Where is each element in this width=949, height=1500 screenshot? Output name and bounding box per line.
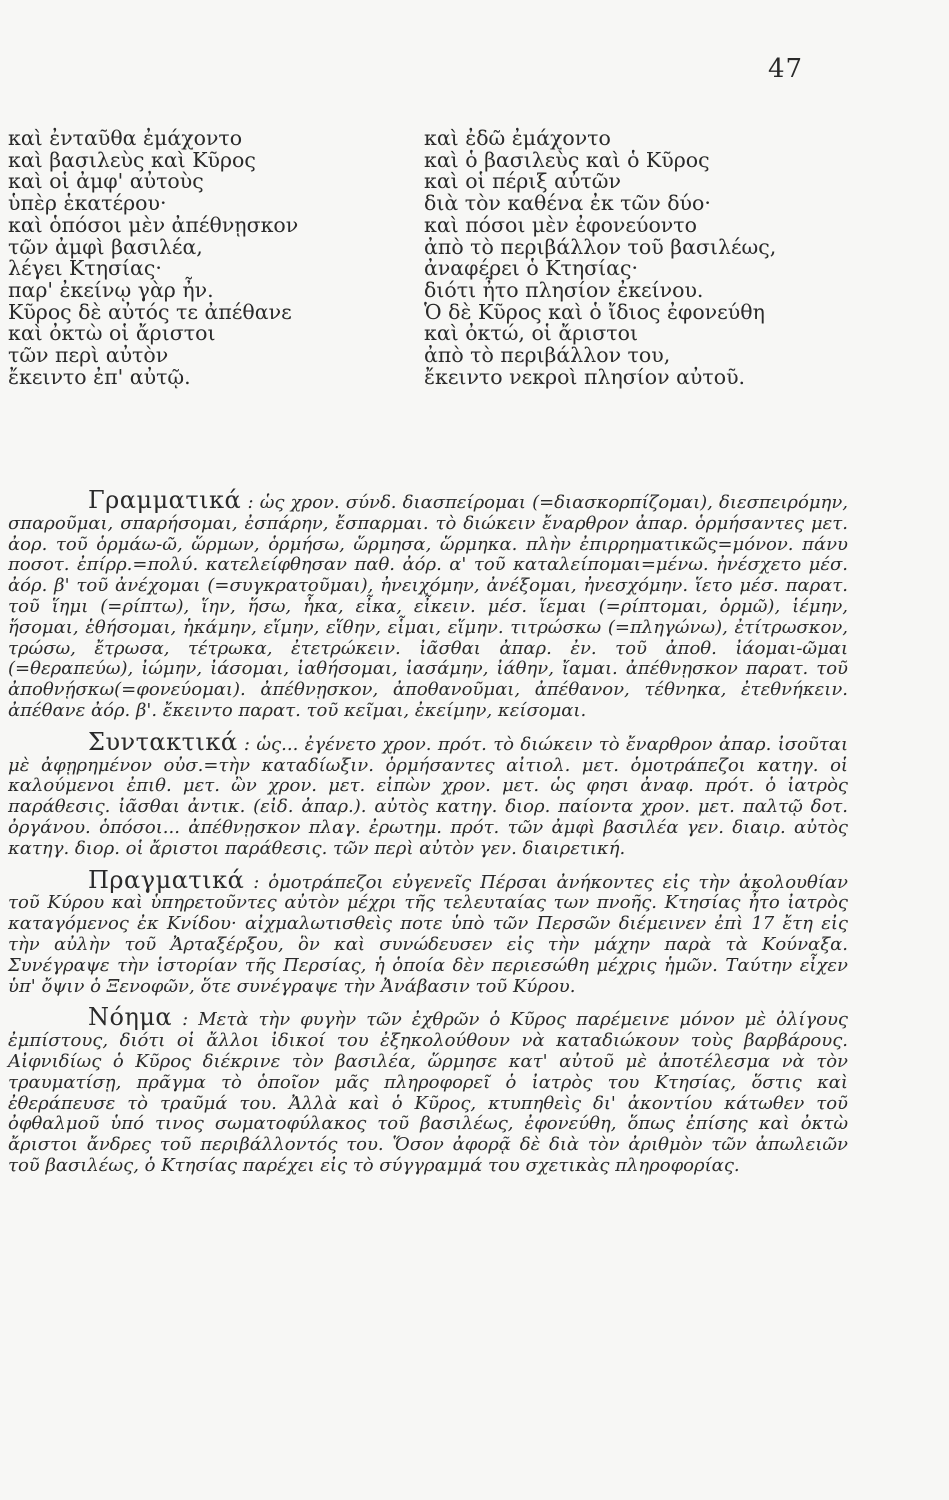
translation-line: ἔκειντο νεκροὶ πλησίον αὐτοῦ. bbox=[424, 364, 746, 389]
meaning-text: : Μετὰ τὴν φυγὴν τῶν ἐχθρῶν ὁ Κῦρος παρέμεινε μόνον μὲ ὀλίγους ἐμπίστους, διότι οἱ ἄλλοι ἰδικοί του ἐξηκολούθουν νὰ καταδιώκουν τοὺς βαρβάρους. Αἰφνιδίως ὁ Κῦρος διέκρινε τὸν βασιλέα, ὥρμησε κατ' αὐτοῦ μὲ ἀποτέλεσμα νὰ τὸν τραυματίσῃ, πρᾶγμα τὸ ὁποῖον μᾶς πληροφορεῖ ὁ ἰατρὸς του Κτησίας, ὅστις καὶ ἐθεράπευσε τὸ τραῦμά του. Ἀλλὰ καὶ ὁ Κῦρος, κτυπηθεὶς δι' ἀκοντίου κάτωθεν τοῦ ὀφθαλμοῦ ὑπό τινος σωματοφύλακος τοῦ βασιλέως, ἐφονεύθη, ὅπως ἐπίσης καὶ ὀκτὼ ἄριστοι ἄνδρες τοῦ περιβάλλοντός του. Ὅσον ἀφορᾷ δὲ διὰ τὸν ἀριθμὸν τῶν ἀπωλειῶν τοῦ βασιλέως, ὁ Κτησίας παρέχει εἰς τὸ σύγγραμμά του σχετικὰς πληροφορίας. bbox=[8, 1009, 848, 1176]
realia-text: : ὁμοτράπεζοι εὐγενεῖς Πέρσαι ἀνήκοντες εἰς τὴν ἀκολουθίαν τοῦ Κύρου καὶ ὑπηρετοῦντες αὐτὸν μέχρι τῆς τελευταίας των πνοῆς. Κτησίας ἦτο ἰατρὸς καταγόμενος ἐκ Κνίδου· αἰχμαλωτισθεὶς ποτε ὑπὸ τῶν Περσῶν διέμεινεν ἐπὶ 17 ἔτη εἰς τὴν αὐλὴν τοῦ Ἀρταξέρξου, ὃν καὶ συνώδευσεν εἰς τὴν μάχην παρὰ τὰ Κούναξα. Συνέγραψε τὴν ἱστορίαν τῆς Περσίας, ἡ ὁποία δὲν περιεσώθη μέχρις ἡμῶν. Ταύτην εἶχεν ὑπ' ὄψιν ὁ Ξενοφῶν, ὅτε συνέγραψε τὴν Ἀνάβασιν τοῦ Κύρου. bbox=[8, 871, 848, 997]
translation-line: Ὁ δὲ Κῦρος καὶ ὁ ἴδιος ἐφονεύθη bbox=[424, 299, 765, 324]
greek-original-column bbox=[8, 128, 408, 388]
realia-heading: Πραγματικά bbox=[88, 865, 245, 894]
original-line: λέγει Κτησίας· bbox=[8, 256, 162, 281]
original-line: καὶ βασιλεὺς καὶ Κῦρος bbox=[8, 147, 256, 172]
original-line: καὶ ὁπόσοι μὲν ἀπέθνῃσκον bbox=[8, 212, 299, 237]
syntax-heading: Συντακτικά bbox=[88, 727, 238, 756]
original-line: καὶ ἐνταῦθα ἐμάχοντο bbox=[8, 126, 243, 150]
grammar-text: : ὡς χρον. σύνδ. διασπείρομαι (=διασκορπίζομαι), διεσπειρόμην, σπαροῦμαι, σπαρήσομαι, ἐσπάρην, ἔσπαρμαι. τὸ διώκειν ἔναρθρον ἀπαρ. ὁρμήσαντες μετ. ἀορ. τοῦ ὁρμάω-ῶ, ὥρμων, ὁρμήσω, ὥρμησα, ὥρμηκα. πλὴν ἐπιρρηματικῶς=μόνον. πάνυ ποσοτ. ἐπίρρ.=πολύ. κατελείφθησαν παθ. ἀόρ. α' τοῦ καταλείπομαι=μένω. ἠνέσχετο μέσ. ἀόρ. β' τοῦ ἀνέχομαι (=συγκρατοῦμαι), ἠνειχόμην, ἀνέξομαι, ἠνεσχόμην. ἵετο μέσ. παρατ. τοῦ ἵημι (=ρίπτω), ἵην, ἥσω, ἧκα, εἶκα, εἶκειν. μέσ. ἵεμαι (=ρίπτομαι, ὁρμῶ), ἱέμην, ἥσομαι, ἑθήσομαι, ἡκάμην, εἵμην, εἵθην, εἷμαι, εἵμην. τιτρώσκω (=πληγώνω), ἐτίτρωσκον, τρώσω, ἔτρωσα, τέτρωκα, ἐτετρώκειν. ἰᾶσθαι ἀπαρ. ἐν. τοῦ ἀποθ. ἰάομαι-ῶμαι (=θεραπεύω), ἰώμην, ἰάσομαι, ἰαθήσομαι, ἰασάμην, ἰάθην, ἴαμαι. ἀπέθνῃσκον παρατ. τοῦ ἀποθνῄσκω(=φονεύομαι). ἀπέθνῃσκον, ἀποθανοῦμαι, ἀπέθανον, τέθνηκα, ἐτεθνήκειν. ἀπέθανε ἀόρ. β'. ἔκειντο παρατ. τοῦ κεῖμαι, ἐκείμην, κείσομαι. bbox=[8, 492, 848, 721]
original-line: παρ' ἐκείνῳ γὰρ ἦν. bbox=[8, 277, 214, 302]
translation-line: ἀπὸ τὸ περιβάλλον τοῦ βασιλέως, bbox=[424, 234, 777, 259]
translation-line: καὶ ὀκτώ, οἱ ἄριστοι bbox=[424, 321, 638, 346]
original-line: τῶν περὶ αὐτὸν bbox=[8, 343, 169, 368]
commentary-notes bbox=[8, 486, 848, 1187]
grammar-section bbox=[8, 486, 848, 722]
original-line: ἔκειντο ἐπ' αὐτῷ. bbox=[8, 364, 191, 389]
original-line: Κῦρος δὲ αὐτός τε ἀπέθανε bbox=[8, 299, 292, 324]
translation-line: καὶ ἐδῶ ἐμάχοντο bbox=[424, 126, 611, 150]
page-number: 47 bbox=[768, 54, 804, 84]
translation-line: διότι ἦτο πλησίον ἐκείνου. bbox=[424, 277, 704, 302]
meaning-heading: Νόημα bbox=[88, 1003, 173, 1032]
realia-section bbox=[8, 865, 848, 998]
translation-line: ἀναφέρει ὁ Κτησίας· bbox=[424, 256, 639, 281]
translation-line: καὶ οἱ πέριξ αὐτῶν bbox=[424, 169, 621, 194]
original-line: ὑπὲρ ἑκατέρου· bbox=[8, 191, 167, 216]
grammar-heading: Γραμματικά bbox=[88, 486, 242, 514]
translation-line: ἀπὸ τὸ περιβάλλον του, bbox=[424, 343, 671, 368]
syntax-section bbox=[8, 727, 848, 860]
translation-line: καὶ ὁ βασιλεὺς καὶ ὁ Κῦρος bbox=[424, 147, 710, 172]
original-line: καὶ οἱ ἀμφ' αὐτοὺς bbox=[8, 169, 204, 194]
original-line: τῶν ἀμφὶ βασιλέα, bbox=[8, 234, 203, 259]
syntax-text: : ὡς... ἐγένετο χρον. πρότ. τὸ διώκειν τὸ ἔναρθρον ἀπαρ. ἰσοῦται μὲ ἀφῃρημένον οὐσ.=τὴν καταδίωξιν. ὁρμήσαντες αἰτιολ. μετ. ὁμοτράπεζοι κατηγ. οἱ καλούμενοι ἐπιθ. μετ. ὢν χρον. μετ. εἰπὼν χρον. μετ. ὡς φησι ἀναφ. πρότ. ὁ ἰατρὸς παράθεσις. ἰᾶσθαι ἀντικ. (εἰδ. ἀπαρ.). αὐτὸς κατηγ. διορ. παίοντα χρον. μετ. παλτῷ δοτ. ὀργάνου. ὁπόσοι... ἀπέθνῃσκον πλαγ. ἐρωτημ. πρότ. τῶν ἀμφὶ βασιλέα γεν. διαιρ. αὐτὸς κατηγ. διορ. οἱ ἄριστοι παράθεσις. τῶν περὶ αὐτὸν γεν. διαιρετική. bbox=[8, 733, 848, 859]
translation-line: καὶ πόσοι μὲν ἐφονεύοντο bbox=[424, 212, 697, 237]
translation-column bbox=[424, 128, 864, 388]
original-line: καὶ ὀκτὼ οἱ ἄριστοι bbox=[8, 321, 216, 346]
meaning-section bbox=[8, 1003, 848, 1176]
translation-line: διὰ τὸν καθένα ἐκ τῶν δύο· bbox=[424, 191, 711, 216]
